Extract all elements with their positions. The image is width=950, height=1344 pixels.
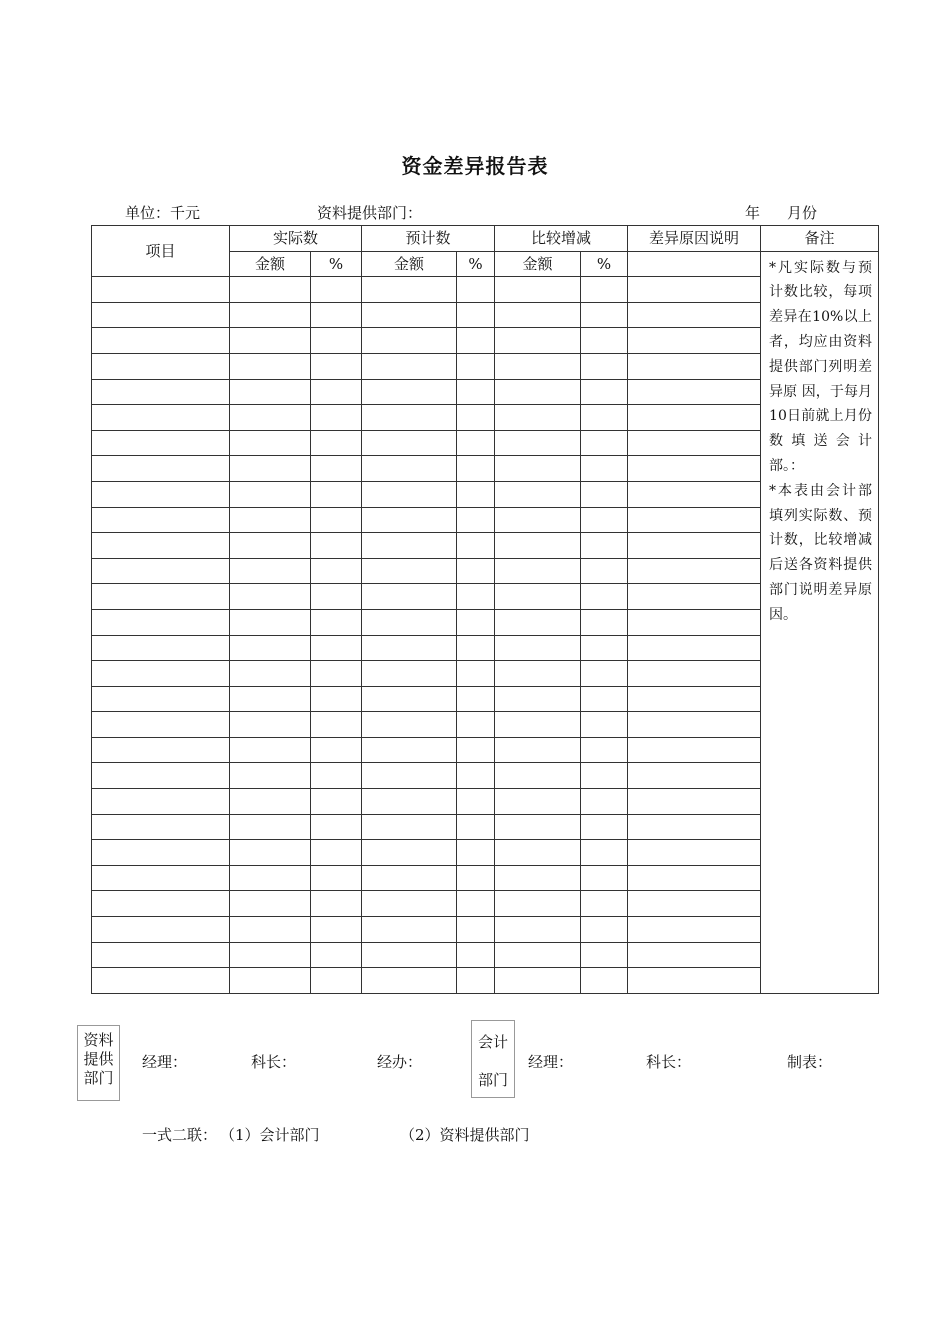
entry-cell[interactable] xyxy=(230,635,311,661)
entry-cell[interactable] xyxy=(311,481,362,507)
table-row xyxy=(92,942,879,968)
entry-cell[interactable] xyxy=(628,328,761,354)
remarks-cell xyxy=(761,251,879,993)
entry-cell[interactable] xyxy=(495,942,581,968)
entry-cell[interactable] xyxy=(362,661,457,687)
col-header-budget: 预计数 xyxy=(362,226,495,252)
entry-cell[interactable] xyxy=(457,609,495,635)
entry-cell[interactable] xyxy=(362,533,457,559)
table-row xyxy=(92,891,879,917)
entry-cell[interactable] xyxy=(230,379,311,405)
data-provider-dept-box xyxy=(77,1025,120,1101)
entry-cell[interactable] xyxy=(628,533,761,559)
entry-cell[interactable] xyxy=(581,865,628,891)
subheader-compare-amount: 金额 xyxy=(495,251,581,277)
entry-cell[interactable] xyxy=(581,353,628,379)
entry-cell[interactable] xyxy=(457,635,495,661)
entry-cell[interactable] xyxy=(581,737,628,763)
entry-cell[interactable] xyxy=(581,686,628,712)
subheader-reason-blank xyxy=(628,251,761,277)
col-header-item: 项目 xyxy=(92,226,230,277)
entry-cell[interactable] xyxy=(495,456,581,482)
entry-cell[interactable] xyxy=(457,712,495,738)
entry-cell[interactable] xyxy=(311,712,362,738)
entry-cell[interactable] xyxy=(581,584,628,610)
entry-cell[interactable] xyxy=(362,712,457,738)
table-row xyxy=(92,481,879,507)
entry-cell[interactable] xyxy=(628,353,761,379)
entry-cell[interactable] xyxy=(495,968,581,994)
copy-1-label: （1）会计部门 xyxy=(220,1126,320,1144)
entry-cell[interactable] xyxy=(495,865,581,891)
entry-cell[interactable] xyxy=(362,481,457,507)
entry-cell[interactable] xyxy=(457,763,495,789)
entry-cell[interactable] xyxy=(628,456,761,482)
subheader-budget-amount: 金额 xyxy=(362,251,457,277)
entry-cell[interactable] xyxy=(457,789,495,815)
entry-cell[interactable] xyxy=(457,481,495,507)
entry-cell[interactable] xyxy=(457,917,495,943)
entry-cell[interactable] xyxy=(581,481,628,507)
entry-cell[interactable] xyxy=(230,609,311,635)
entry-cell[interactable] xyxy=(230,481,311,507)
entry-cell[interactable] xyxy=(581,302,628,328)
entry-cell[interactable] xyxy=(230,789,311,815)
entry-cell[interactable] xyxy=(628,507,761,533)
entry-cell[interactable] xyxy=(362,789,457,815)
entry-cell[interactable] xyxy=(362,405,457,431)
entry-cell[interactable] xyxy=(362,635,457,661)
entry-cell[interactable] xyxy=(362,968,457,994)
table-row xyxy=(92,584,879,610)
entry-cell[interactable] xyxy=(92,328,230,354)
month-label: 月份 xyxy=(787,204,818,222)
entry-cell[interactable] xyxy=(495,584,581,610)
entry-cell[interactable] xyxy=(311,405,362,431)
entry-cell[interactable] xyxy=(92,763,230,789)
entry-cell[interactable] xyxy=(230,840,311,866)
entry-cell[interactable] xyxy=(581,917,628,943)
table-row xyxy=(92,763,879,789)
entry-cell[interactable] xyxy=(581,328,628,354)
entry-cell[interactable] xyxy=(581,558,628,584)
entry-cell[interactable] xyxy=(230,558,311,584)
entry-cell[interactable] xyxy=(362,686,457,712)
entry-cell[interactable] xyxy=(495,737,581,763)
entry-cell[interactable] xyxy=(628,609,761,635)
table-row xyxy=(92,712,879,738)
entry-cell[interactable] xyxy=(581,789,628,815)
entry-cell[interactable] xyxy=(311,686,362,712)
variance-report-table xyxy=(91,225,879,994)
entry-cell[interactable] xyxy=(495,789,581,815)
entry-cell[interactable] xyxy=(311,328,362,354)
entry-cell[interactable] xyxy=(581,507,628,533)
entry-cell[interactable] xyxy=(628,917,761,943)
entry-cell[interactable] xyxy=(495,328,581,354)
entry-cell[interactable] xyxy=(628,814,761,840)
entry-cell[interactable] xyxy=(92,942,230,968)
table-row xyxy=(92,533,879,559)
entry-cell[interactable] xyxy=(92,686,230,712)
entry-cell[interactable] xyxy=(311,456,362,482)
entry-cell[interactable] xyxy=(457,277,495,303)
entry-cell[interactable] xyxy=(362,891,457,917)
entry-cell[interactable] xyxy=(92,789,230,815)
copies-prefix: 一式二联： xyxy=(142,1126,218,1144)
entry-cell[interactable] xyxy=(92,865,230,891)
entry-cell[interactable] xyxy=(628,968,761,994)
entry-cell[interactable] xyxy=(457,840,495,866)
subheader-compare-percent: % xyxy=(581,251,628,277)
entry-cell[interactable] xyxy=(581,456,628,482)
entry-cell[interactable] xyxy=(311,533,362,559)
entry-cell[interactable] xyxy=(495,481,581,507)
entry-cell[interactable] xyxy=(457,353,495,379)
table-row xyxy=(92,840,879,866)
entry-cell[interactable] xyxy=(628,865,761,891)
left-handler-label: 经办： xyxy=(377,1053,423,1071)
subheader-actual-amount: 金额 xyxy=(230,251,311,277)
entry-cell[interactable] xyxy=(628,737,761,763)
entry-cell[interactable] xyxy=(628,763,761,789)
entry-cell[interactable] xyxy=(581,635,628,661)
entry-cell[interactable] xyxy=(457,584,495,610)
table-row xyxy=(92,430,879,456)
entry-cell[interactable] xyxy=(495,558,581,584)
unit-label: 单位：千元 xyxy=(125,204,201,222)
table-row xyxy=(92,353,879,379)
entry-cell[interactable] xyxy=(495,405,581,431)
entry-cell[interactable] xyxy=(92,430,230,456)
col-header-actual: 实际数 xyxy=(230,226,362,252)
table-row xyxy=(92,558,879,584)
accounting-dept-label-top: 会计 xyxy=(477,1033,508,1051)
entry-cell[interactable] xyxy=(362,456,457,482)
table-row xyxy=(92,814,879,840)
table-row xyxy=(92,661,879,687)
entry-cell[interactable] xyxy=(628,584,761,610)
entry-cell[interactable] xyxy=(230,661,311,687)
entry-cell[interactable] xyxy=(92,558,230,584)
entry-cell[interactable] xyxy=(92,481,230,507)
entry-cell[interactable] xyxy=(457,558,495,584)
entry-cell[interactable] xyxy=(628,481,761,507)
accounting-dept-box xyxy=(471,1020,515,1098)
entry-cell[interactable] xyxy=(311,917,362,943)
entry-cell[interactable] xyxy=(362,584,457,610)
entry-cell[interactable] xyxy=(230,865,311,891)
entry-cell[interactable] xyxy=(92,635,230,661)
entry-cell[interactable] xyxy=(230,737,311,763)
entry-cell[interactable] xyxy=(457,942,495,968)
entry-cell[interactable] xyxy=(581,712,628,738)
entry-cell[interactable] xyxy=(495,277,581,303)
entry-cell[interactable] xyxy=(311,968,362,994)
entry-cell[interactable] xyxy=(362,379,457,405)
entry-cell[interactable] xyxy=(581,840,628,866)
entry-cell[interactable] xyxy=(311,789,362,815)
entry-cell[interactable] xyxy=(495,840,581,866)
entry-cell[interactable] xyxy=(457,379,495,405)
entry-cell[interactable] xyxy=(495,507,581,533)
entry-cell[interactable] xyxy=(581,533,628,559)
entry-cell[interactable] xyxy=(457,507,495,533)
entry-cell[interactable] xyxy=(495,353,581,379)
entry-cell[interactable] xyxy=(581,891,628,917)
entry-cell[interactable] xyxy=(628,661,761,687)
entry-cell[interactable] xyxy=(92,379,230,405)
table-body xyxy=(92,226,879,994)
entry-cell[interactable] xyxy=(457,737,495,763)
table-row xyxy=(92,968,879,994)
right-manager-label: 经理： xyxy=(528,1053,574,1071)
entry-cell[interactable] xyxy=(230,814,311,840)
table-row xyxy=(92,277,879,303)
entry-cell[interactable] xyxy=(92,917,230,943)
table-row xyxy=(92,379,879,405)
entry-cell[interactable] xyxy=(628,379,761,405)
entry-cell[interactable] xyxy=(230,405,311,431)
entry-cell[interactable] xyxy=(362,609,457,635)
entry-cell[interactable] xyxy=(495,302,581,328)
remark-note-2: *本表由会计部填列实际数、预计数，比较增减后送各资料提供部门说明差异原因。 xyxy=(769,482,873,623)
entry-cell[interactable] xyxy=(311,865,362,891)
entry-cell[interactable] xyxy=(230,917,311,943)
entry-cell[interactable] xyxy=(628,789,761,815)
entry-cell[interactable] xyxy=(495,635,581,661)
entry-cell[interactable] xyxy=(230,584,311,610)
entry-cell[interactable] xyxy=(457,302,495,328)
entry-cell[interactable] xyxy=(92,968,230,994)
entry-cell[interactable] xyxy=(92,533,230,559)
entry-cell[interactable] xyxy=(628,840,761,866)
entry-cell[interactable] xyxy=(362,840,457,866)
header-row xyxy=(92,226,879,252)
accounting-dept-label-bottom: 部门 xyxy=(477,1071,508,1089)
table-row xyxy=(92,686,879,712)
entry-cell[interactable] xyxy=(230,942,311,968)
entry-cell[interactable] xyxy=(311,891,362,917)
department-label: 资料提供部门： xyxy=(317,204,423,222)
entry-cell[interactable] xyxy=(495,686,581,712)
remark-note-1: *凡实际数与预计数比较，每项差异在10%以上者，均应由资料提供部门列明差异原 因，于每月10日前就上月份数填送会计部。： xyxy=(769,259,873,474)
preparer-label: 制表： xyxy=(787,1053,833,1071)
entry-cell[interactable] xyxy=(495,814,581,840)
entry-cell[interactable] xyxy=(495,379,581,405)
col-header-remark: 备注 xyxy=(761,226,879,252)
table-row xyxy=(92,405,879,431)
entry-cell[interactable] xyxy=(92,712,230,738)
entry-cell[interactable] xyxy=(581,968,628,994)
entry-cell[interactable] xyxy=(628,635,761,661)
entry-cell[interactable] xyxy=(230,763,311,789)
entry-cell[interactable] xyxy=(92,737,230,763)
entry-cell[interactable] xyxy=(495,712,581,738)
page-title: 资金差异报告表 xyxy=(401,154,549,178)
entry-cell[interactable] xyxy=(230,507,311,533)
right-chief-label: 科长： xyxy=(646,1053,692,1071)
entry-cell[interactable] xyxy=(495,917,581,943)
entry-cell[interactable] xyxy=(362,917,457,943)
subheader-budget-percent: % xyxy=(457,251,495,277)
entry-cell[interactable] xyxy=(362,430,457,456)
entry-cell[interactable] xyxy=(628,302,761,328)
entry-cell[interactable] xyxy=(628,277,761,303)
entry-cell[interactable] xyxy=(362,737,457,763)
entry-cell[interactable] xyxy=(495,661,581,687)
entry-cell[interactable] xyxy=(581,430,628,456)
entry-cell[interactable] xyxy=(311,379,362,405)
entry-cell[interactable] xyxy=(362,558,457,584)
entry-cell[interactable] xyxy=(628,558,761,584)
entry-cell[interactable] xyxy=(311,430,362,456)
left-manager-label: 经理： xyxy=(142,1053,188,1071)
entry-cell[interactable] xyxy=(311,584,362,610)
entry-cell[interactable] xyxy=(311,942,362,968)
entry-cell[interactable] xyxy=(362,763,457,789)
entry-cell[interactable] xyxy=(628,405,761,431)
entry-cell[interactable] xyxy=(311,353,362,379)
table-row xyxy=(92,302,879,328)
table-row xyxy=(92,865,879,891)
entry-cell[interactable] xyxy=(457,456,495,482)
entry-cell[interactable] xyxy=(92,507,230,533)
data-provider-dept-label: 资料提供部门 xyxy=(83,1031,114,1087)
entry-cell[interactable] xyxy=(92,353,230,379)
entry-cell[interactable] xyxy=(362,353,457,379)
entry-cell[interactable] xyxy=(92,891,230,917)
entry-cell[interactable] xyxy=(581,814,628,840)
entry-cell[interactable] xyxy=(311,737,362,763)
entry-cell[interactable] xyxy=(311,609,362,635)
entry-cell[interactable] xyxy=(92,609,230,635)
entry-cell[interactable] xyxy=(628,891,761,917)
entry-cell[interactable] xyxy=(457,686,495,712)
entry-cell[interactable] xyxy=(495,609,581,635)
entry-cell[interactable] xyxy=(457,661,495,687)
copy-2-label: （2）资料提供部门 xyxy=(400,1126,530,1144)
entry-cell[interactable] xyxy=(362,865,457,891)
entry-cell[interactable] xyxy=(457,891,495,917)
entry-cell[interactable] xyxy=(311,763,362,789)
entry-cell[interactable] xyxy=(628,686,761,712)
col-header-compare: 比较增减 xyxy=(495,226,628,252)
entry-cell[interactable] xyxy=(495,430,581,456)
entry-cell[interactable] xyxy=(362,942,457,968)
entry-cell[interactable] xyxy=(230,456,311,482)
entry-cell[interactable] xyxy=(362,302,457,328)
entry-cell[interactable] xyxy=(92,405,230,431)
entry-cell[interactable] xyxy=(581,277,628,303)
entry-cell[interactable] xyxy=(311,635,362,661)
entry-cell[interactable] xyxy=(457,865,495,891)
entry-cell[interactable] xyxy=(362,507,457,533)
entry-cell[interactable] xyxy=(457,814,495,840)
entry-cell[interactable] xyxy=(457,533,495,559)
entry-cell[interactable] xyxy=(230,533,311,559)
entry-cell[interactable] xyxy=(495,891,581,917)
entry-cell[interactable] xyxy=(457,405,495,431)
entry-cell[interactable] xyxy=(495,533,581,559)
table-row xyxy=(92,456,879,482)
entry-cell[interactable] xyxy=(628,712,761,738)
entry-cell[interactable] xyxy=(92,840,230,866)
entry-cell[interactable] xyxy=(495,763,581,789)
table-row xyxy=(92,737,879,763)
entry-cell[interactable] xyxy=(311,814,362,840)
entry-cell[interactable] xyxy=(628,942,761,968)
entry-cell[interactable] xyxy=(311,277,362,303)
entry-cell[interactable] xyxy=(92,277,230,303)
entry-cell[interactable] xyxy=(230,712,311,738)
col-header-reason: 差异原因说明 xyxy=(628,226,761,252)
entry-cell[interactable] xyxy=(230,328,311,354)
entry-cell[interactable] xyxy=(581,942,628,968)
entry-cell[interactable] xyxy=(230,277,311,303)
entry-cell[interactable] xyxy=(311,507,362,533)
entry-cell[interactable] xyxy=(457,968,495,994)
year-label: 年 xyxy=(745,204,761,222)
table-row xyxy=(92,917,879,943)
entry-cell[interactable] xyxy=(230,430,311,456)
entry-cell[interactable] xyxy=(311,840,362,866)
entry-cell[interactable] xyxy=(581,405,628,431)
entry-cell[interactable] xyxy=(581,763,628,789)
entry-cell[interactable] xyxy=(581,609,628,635)
table-row xyxy=(92,789,879,815)
entry-cell[interactable] xyxy=(92,456,230,482)
table-row xyxy=(92,609,879,635)
entry-cell[interactable] xyxy=(457,430,495,456)
entry-cell[interactable] xyxy=(92,302,230,328)
entry-cell[interactable] xyxy=(581,379,628,405)
entry-cell[interactable] xyxy=(628,430,761,456)
left-chief-label: 科长： xyxy=(251,1053,297,1071)
entry-cell[interactable] xyxy=(230,302,311,328)
entry-cell[interactable] xyxy=(92,814,230,840)
entry-cell[interactable] xyxy=(311,302,362,328)
table-row xyxy=(92,328,879,354)
entry-cell[interactable] xyxy=(362,277,457,303)
table-row xyxy=(92,507,879,533)
entry-cell[interactable] xyxy=(311,558,362,584)
entry-cell[interactable] xyxy=(230,968,311,994)
entry-cell[interactable] xyxy=(457,328,495,354)
entry-cell[interactable] xyxy=(581,661,628,687)
entry-cell[interactable] xyxy=(230,353,311,379)
entry-cell[interactable] xyxy=(362,814,457,840)
entry-cell[interactable] xyxy=(92,661,230,687)
table-row xyxy=(92,635,879,661)
entry-cell[interactable] xyxy=(230,891,311,917)
entry-cell[interactable] xyxy=(230,686,311,712)
entry-cell[interactable] xyxy=(362,328,457,354)
entry-cell[interactable] xyxy=(311,661,362,687)
entry-cell[interactable] xyxy=(92,584,230,610)
subheader-actual-percent: % xyxy=(311,251,362,277)
